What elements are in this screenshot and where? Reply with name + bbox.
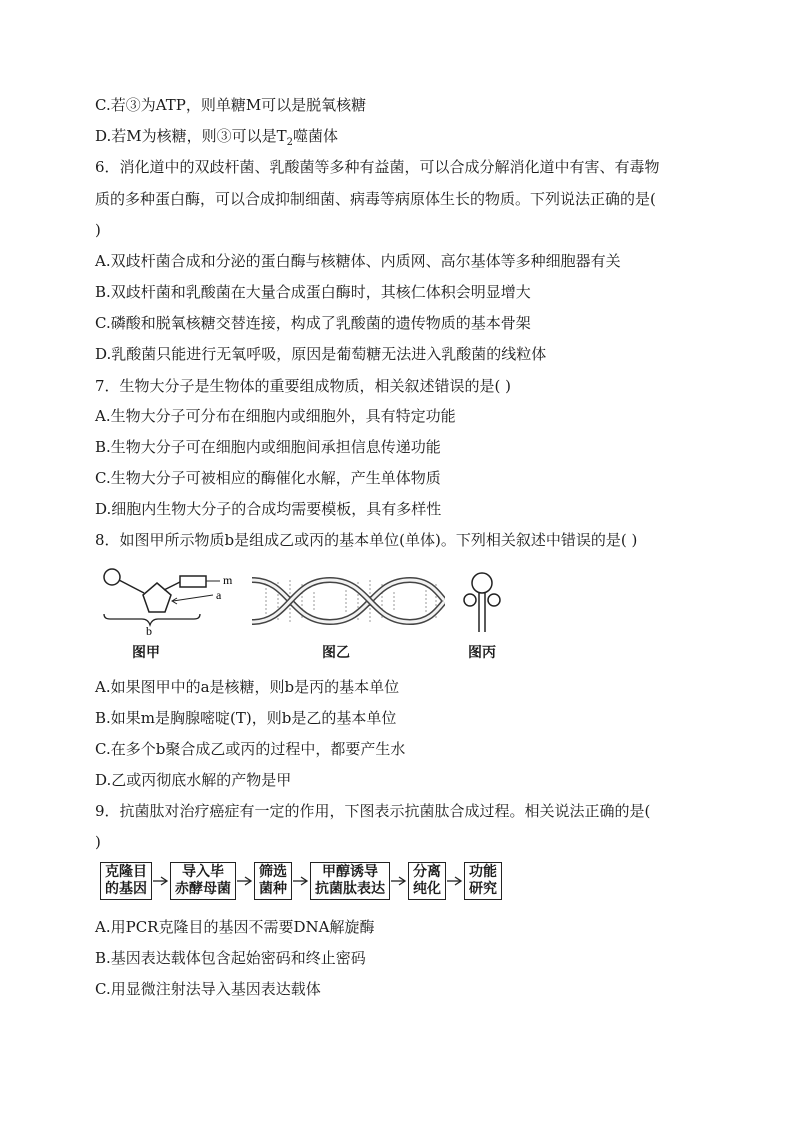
flow-step-screen: [254, 862, 292, 900]
option-d-t2: [95, 126, 338, 153]
flow-step-text: 纯化: [413, 881, 441, 897]
right-arrow-icon: [446, 874, 464, 888]
q6-option-b: B.双歧杆菌和乳酸菌在大量合成蛋白酶时，其核仁体积会明显增大: [95, 283, 531, 301]
q9-option-c: C.用显微注射法导入基因表达载体: [95, 980, 321, 998]
process-flowchart: [100, 862, 502, 900]
option-d-text: D.若M为核糖，则③可以是T: [95, 127, 287, 145]
flow-step-study: [464, 862, 502, 900]
q7-option-d: D.细胞内生物大分子的合成均需要模板，具有多样性: [95, 500, 442, 518]
right-arrow-icon: [152, 874, 170, 888]
flow-step-text: 菌种: [259, 881, 287, 897]
option-d-text-end: 噬菌体: [293, 127, 339, 145]
right-arrow-icon: [390, 874, 408, 888]
flow-step-text: 功能: [469, 864, 497, 880]
right-arrow-icon: [292, 874, 310, 888]
flow-step-induce: [310, 862, 390, 900]
q8-option-a: A.如果图甲中的a是核糖，则b是丙的基本单位: [95, 678, 400, 696]
right-arrow-icon: [236, 874, 254, 888]
flow-step-text: 研究: [469, 881, 497, 897]
q8-option-d: D.乙或丙彻底水解的产物是甲: [95, 771, 292, 789]
flow-step-clone: [100, 862, 152, 900]
caption-jia: 图甲: [132, 645, 160, 661]
flow-step-text: 赤酵母菌: [175, 881, 231, 897]
q9-stem-1: 9．抗菌肽对治疗癌症有一定的作用，下图表示抗菌肽合成过程。相关说法正确的是(: [95, 802, 651, 820]
flow-step-text: 筛选: [259, 864, 287, 880]
q9-option-a: A.用PCR克隆目的基因不需要DNA解旋酶: [95, 918, 375, 936]
flow-step-text: 的基因: [105, 881, 147, 897]
q8-option-c: C.在多个b聚合成乙或丙的过程中，都要产生水: [95, 740, 406, 758]
flow-step-text: 克隆目: [105, 864, 147, 880]
q9-stem-2: ): [95, 833, 101, 851]
label-m: m: [223, 573, 233, 587]
caption-yi: 图乙: [322, 645, 350, 661]
q7-stem: 7．生物大分子是生物体的重要组成物质，相关叙述错误的是( ): [95, 377, 512, 395]
q6-stem-2: 质的多种蛋白酶，可以合成抑制细菌、病毒等病原体生长的物质。下列说法正确的是(: [95, 190, 656, 208]
q6-option-a: A.双歧杆菌合成和分泌的蛋白酶与核糖体、内质网、高尔基体等多种细胞器有关: [95, 252, 621, 270]
label-a: a: [216, 588, 222, 602]
nucleotide-figure: [98, 565, 248, 640]
q8-option-b: B.如果m是胸腺嘧啶(T)，则b是乙的基本单位: [95, 709, 397, 727]
q7-option-a: A.生物大分子可分布在细胞内或细胞外，具有特定功能: [95, 407, 456, 425]
flow-step-text: 抗菌肽表达: [315, 881, 385, 897]
trna-figure: [460, 570, 505, 635]
q7-option-c: C.生物大分子可被相应的酶催化水解，产生单体物质: [95, 469, 441, 487]
q7-option-b: B.生物大分子可在细胞内或细胞间承担信息传递功能: [95, 438, 441, 456]
q6-stem-3: ): [95, 221, 101, 239]
option-c-atp: C.若③为ATP，则单糖M可以是脱氧核糖: [95, 96, 367, 114]
flow-step-text: 分离: [413, 864, 441, 880]
caption-bing: 图丙: [468, 645, 496, 661]
q8-stem: 8．如图甲所示物质b是组成乙或丙的基本单位(单体)。下列相关叙述中错误的是( ): [95, 531, 638, 549]
dna-helix-figure: [250, 570, 445, 632]
flow-step-import: [170, 862, 236, 900]
label-b: b: [146, 624, 152, 638]
flow-step-purify: [408, 862, 446, 900]
q6-stem-1: 6．消化道中的双歧杆菌、乳酸菌等多种有益菌，可以合成分解消化道中有害、有毒物: [95, 158, 660, 176]
subscript: 2: [286, 137, 293, 148]
q6-option-c: C.磷酸和脱氧核糖交替连接，构成了乳酸菌的遗传物质的基本骨架: [95, 314, 531, 332]
flow-step-text: 甲醇诱导: [322, 864, 378, 880]
q6-option-d: D.乳酸菌只能进行无氧呼吸，原因是葡萄糖无法进入乳酸菌的线粒体: [95, 345, 547, 363]
flow-step-text: 导入毕: [182, 864, 224, 880]
q9-option-b: B.基因表达载体包含起始密码和终止密码: [95, 949, 366, 967]
